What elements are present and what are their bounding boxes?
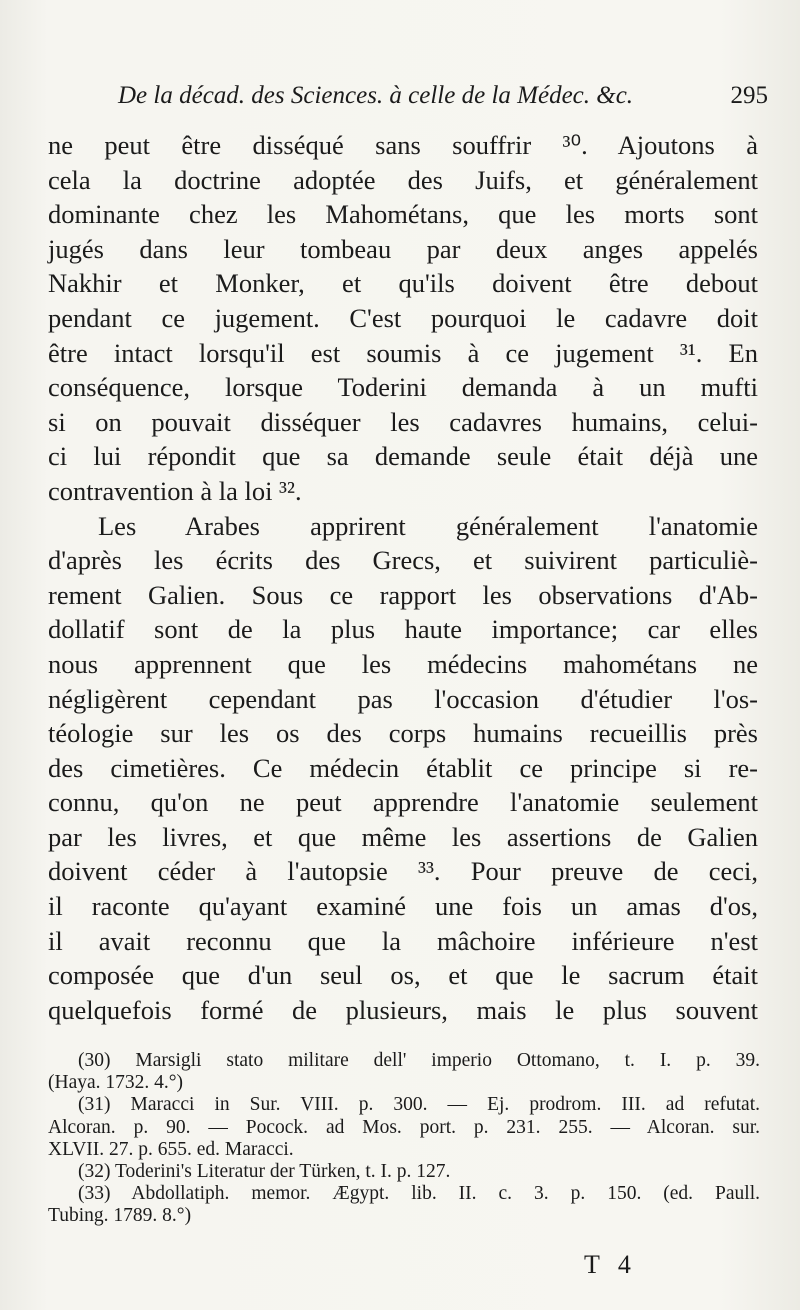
text-line: par les livres, et que même les assertions de Galien: [48, 821, 758, 852]
text-line: pendant ce jugement. C'est pourquoi le cadavre doit: [48, 302, 758, 333]
text-line: des cimetières. Ce médecin établit ce principe si re-: [48, 752, 758, 783]
text-line: rement Galien. Sous ce rapport les observations d'Ab-: [48, 579, 758, 610]
text-line: nous apprennent que les médecins mahométans ne: [48, 648, 758, 679]
text-line: téologie sur les os des corps humains recueillis près: [48, 718, 758, 749]
text-line: quelquefois formé de plusieurs, mais le plus souvent: [48, 994, 758, 1025]
text-line: contravention à la loi ³².: [48, 475, 302, 506]
text-line: Nakhir et Monker, et qu'ils doivent être debout: [48, 268, 758, 299]
page-header: [118, 82, 768, 116]
footnotes: [48, 1050, 760, 1228]
paragraph-1: [48, 128, 758, 509]
text-line: doivent céder à l'autopsie ³³. Pour preuve de ceci,: [48, 856, 758, 887]
text-line: composée que d'un seul os, et que le sacrum était: [48, 960, 758, 991]
signature-mark: T 4: [584, 1250, 637, 1279]
text-line: être intact lorsqu'il est soumis à ce jugement ³¹. En: [48, 337, 758, 368]
text-line: il avait reconnu que la mâchoire inférieure n'est: [48, 925, 758, 956]
text-line: dominante chez les Mahométans, que les morts sont: [48, 199, 758, 230]
footnote-31: (31) Maracci in Sur. VIII. p. 300. — Ej. prodrom. III. ad refutat.: [78, 1094, 760, 1116]
text-line: ne peut être disséqué sans souffrir ³⁰. Ajoutons à: [48, 130, 758, 160]
text-line: négligèrent cependant pas l'occasion d'étudier l'os-: [48, 683, 758, 714]
text-line: dollatif sont de la plus haute importance; car elles: [48, 614, 758, 645]
text-line: cela la doctrine adoptée des Juifs, et généralement: [48, 164, 758, 195]
footnote-33-cont: Tubing. 1789. 8.°): [48, 1205, 192, 1227]
text-line: ci lui répondit que sa demande seule était déjà une: [48, 441, 758, 472]
footnote-30-cont: (Haya. 1732. 4.°): [48, 1072, 184, 1094]
running-title: De la décad. des Sciences. à celle de la Médec. &c.: [118, 82, 634, 109]
text-line: Les Arabes apprirent généralement l'anatomie: [98, 510, 758, 541]
footnote-31-cont: XLVII. 27. p. 655. ed. Maracci.: [48, 1138, 294, 1160]
text-line: conséquence, lorsque Toderini demanda à un mufti: [48, 372, 758, 403]
text-line: connu, qu'on ne peut apprendre l'anatomie seulement: [48, 787, 758, 818]
text-line: d'après les écrits des Grecs, et suivirent particuliè-: [48, 545, 758, 576]
text-line: jugés dans leur tombeau par deux anges appelés: [48, 233, 758, 264]
paragraph-2: [48, 509, 758, 1028]
text-line: il raconte qu'ayant examiné une fois un amas d'os,: [48, 891, 758, 922]
footnote-31-cont: Alcoran. p. 90. — Pocock. ad Mos. port. p. 231. 255. — Alcoran. sur.: [48, 1116, 760, 1138]
body-text: [48, 128, 758, 1027]
footnote-32: (32) Toderini's Literatur der Türken, t. I. p. 127.: [78, 1160, 451, 1182]
text-line: si on pouvait disséquer les cadavres humains, celui-: [48, 406, 758, 437]
footnote-30: (30) Marsigli stato militare dell' imperio Ottomano, t. I. p. 39.: [78, 1050, 760, 1071]
page-number: 295: [730, 82, 768, 109]
footnote-33: (33) Abdollatiph. memor. Ægypt. lib. II. c. 3. p. 150. (ed. Paull.: [78, 1183, 760, 1205]
